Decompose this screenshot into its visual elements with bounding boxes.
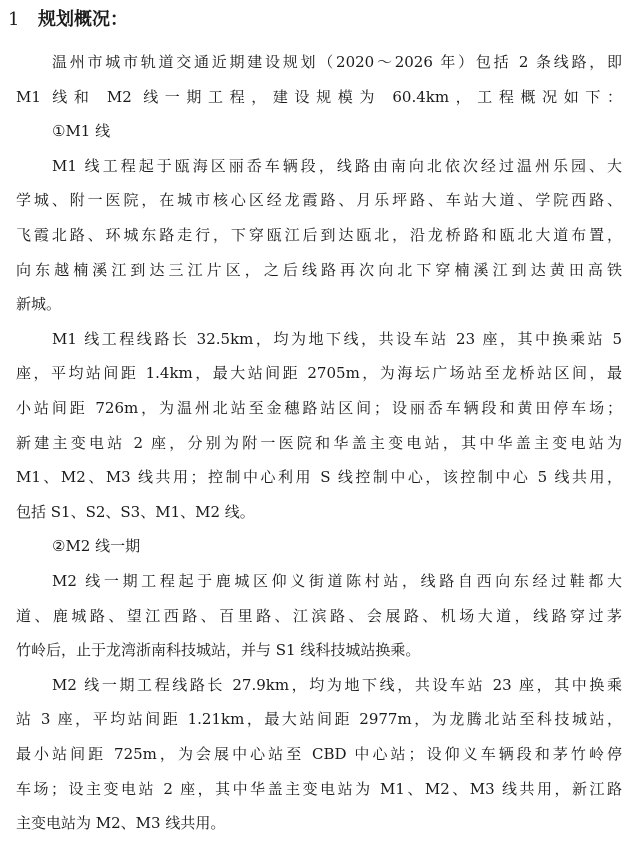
m1-para2-line: M1 线工程线路长 32.5km，均为地下线，共设车站 23 座，其中换乘站 5 xyxy=(52,329,622,348)
m2-para2-line: 主变电站为 M2、M3 线共用。 xyxy=(16,814,226,833)
m2-para2-line: 站 3 座，平均站间距 1.21km，最大站间距 2977m，为龙腾北站至科技城站， xyxy=(16,710,622,729)
m1-para1-line: 学城、附一医院，在城市核心区经龙霞路、月乐坪路、车站大道、学院西路、 xyxy=(16,191,622,210)
section-number: 1 xyxy=(8,9,20,30)
m1-para1-line: 飞霞北路、环城东路走行，下穿瓯江后到达瓯北，沿龙桥路和瓯北大道布置， xyxy=(16,226,622,244)
m2-para1-line: 道、鹿城路、望江西路、百里路、江滨路、会展路、机场大道，线路穿过茅 xyxy=(16,606,622,625)
m2-para2-line: 最小站间距 725m，为会展中心站至 CBD 中心站；设仰义车辆段和茅竹岭停 xyxy=(16,745,622,763)
m1-para2-line: M1、M2、M3 线共用；控制中心利用 S 线控制中心，该控制中心 5 线共用， xyxy=(16,468,622,487)
m2-para2-line: M2 线一期工程线路长 27.9km，均为地下线，共设车站 23 座，其中换乘 xyxy=(52,675,622,694)
m1-para2-line: 包括 S1、S2、S3、M1、M2 线。 xyxy=(16,502,255,521)
intro-line: M1 线和 M2 线一期工程，建设规模为 60.4km，工程概况如下： xyxy=(16,87,622,106)
m2-para1-line: M2 线一期工程起于鹿城区仰义街道陈村站，线路自西向东经过鞋都大 xyxy=(52,572,622,590)
m2-para1-line: 竹岭后，止于龙湾浙南科技城站，并与 S1 线科技城站换乘。 xyxy=(16,641,421,660)
m1-para2-line: 小站间距 726m，为温州北站至金穗路站区间；设丽岙车辆段和黄田停车场； xyxy=(16,399,622,417)
section-title: 规划概况： xyxy=(38,9,128,30)
m2-subtitle: ②M2 线一期 xyxy=(52,537,141,556)
section-heading xyxy=(8,8,128,32)
m1-para1-line: 向东越楠溪江到达三江片区，之后线路再次向北下穿楠溪江到达黄田高铁 xyxy=(16,260,622,279)
m1-para2-line: 新建主变电站 2 座，分别为附一医院和华盖主变电站，其中华盖主变电站为 xyxy=(16,433,622,452)
m1-para1-line: 新城。 xyxy=(16,295,62,314)
m1-subtitle: ①M1 线 xyxy=(52,122,111,141)
m2-para2-line: 车场；设主变电站 2 座，其中华盖主变电站为 M1、M2、M3 线共用，新江路 xyxy=(16,779,622,798)
intro-line: 温州市城市轨道交通近期建设规划（2020～2026 年）包括 2 条线路，即 xyxy=(52,53,622,71)
m1-para1-line: M1 线工程起于瓯海区丽岙车辆段，线路由南向北依次经过温州乐园、大 xyxy=(52,156,622,175)
m1-para2-line: 座，平均站间距 1.4km，最大站间距 2705m，为海坛广场站至龙桥站区间，最 xyxy=(16,364,622,383)
